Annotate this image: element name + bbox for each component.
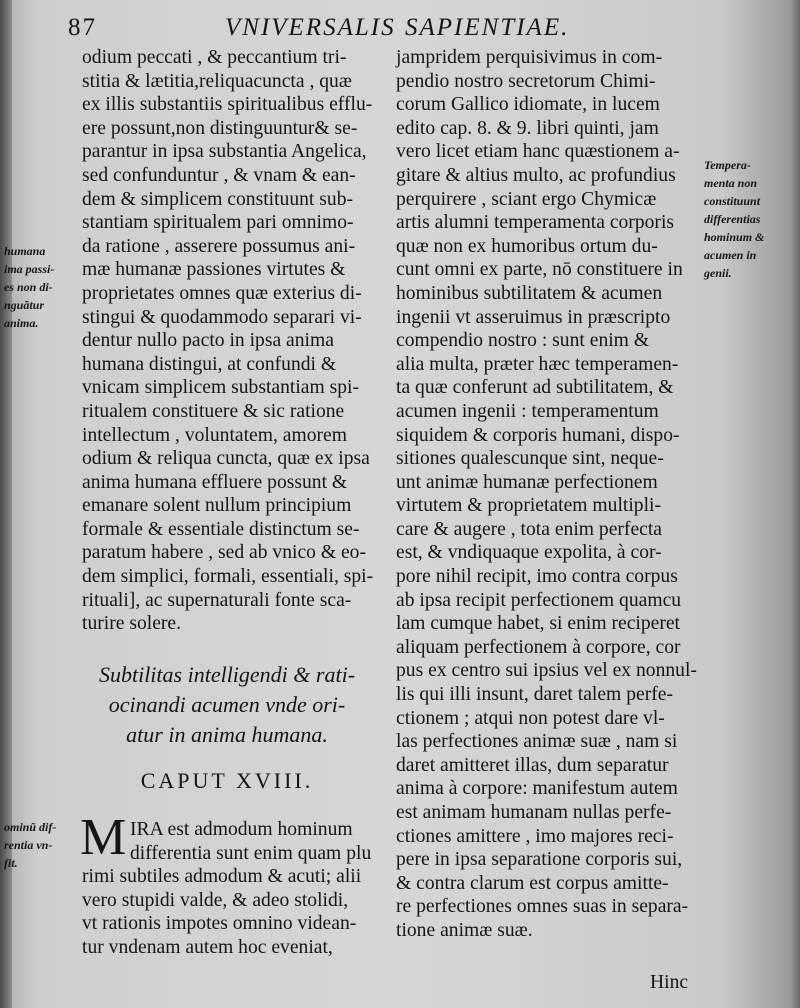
text-line: turire solere. <box>82 613 182 635</box>
text-line: lam cumque habet, si enim reciperet <box>396 613 680 635</box>
text-line: stantiam spiritualem pari omnimo- <box>82 212 354 234</box>
margin-note-line: rentia vn- <box>4 838 53 852</box>
text-line: mæ humanæ passiones virtutes & <box>82 259 346 281</box>
text-line: stingui & quodammodo separari vi- <box>82 306 362 328</box>
text-line: acumen ingenii : temperamentum <box>396 400 659 422</box>
text-line: alia multa, præter hæc temperamen- <box>396 353 679 375</box>
text-line: care & augere , tota enim perfecta <box>396 518 662 540</box>
text-line: dem & simplicem constituunt sub- <box>82 188 354 210</box>
text-line: virtutem & proprietatem multipli- <box>396 495 662 517</box>
margin-note-line: genii. <box>704 266 732 280</box>
text-line: formale & essentiale distinctum se- <box>82 518 360 540</box>
text-line: corum Gallico idiomate, in lucem <box>396 94 660 116</box>
text-line: pere in ipsa separatione corporis sui, <box>396 849 683 871</box>
margin-note-line: differentias <box>704 212 761 226</box>
text-line: vt rationis impotes omnino videan- <box>82 913 357 935</box>
text-line: proprietates omnes quæ exterius di- <box>82 282 362 304</box>
text-line: lis qui illi insunt, daret talem perfe- <box>396 684 673 706</box>
text-line: anima humana effluere possunt & <box>82 471 348 493</box>
text-line: ere possunt,non distinguuntur& se- <box>82 117 358 139</box>
text-line: tione animæ suæ. <box>396 919 533 941</box>
text-line: parantur in ipsa substantia Angelica, <box>82 141 367 163</box>
text-line: dem simplici, formali, essentiali, spi- <box>82 566 374 588</box>
chapter-title <box>72 660 382 750</box>
text-line: perquirere , sciant ergo Chymicæ <box>396 188 657 210</box>
text-line: pus ex centro sui ipsius vel ex nonnul- <box>396 660 697 682</box>
chapter-title-line: Subtilitas intelligendi & rati- <box>98 662 356 687</box>
text-line: & contra clarum est corpus amitte- <box>396 872 669 894</box>
margin-note-line: ominũ dif- <box>4 820 57 834</box>
text-line: aliquam perfectionem à corpore, cor <box>396 636 681 658</box>
text-line: pore nihil recipit, imo contra corpus <box>396 566 678 588</box>
text-line: est, & vndiquaque expolita, à cor- <box>396 542 662 564</box>
text-line: re perfectiones omnes suas in separa- <box>396 896 689 918</box>
chapter-opening-text <box>82 818 371 960</box>
running-title-left: VNIVERSALIS <box>225 14 396 41</box>
text-line: emanare solent nullum principium <box>82 495 352 517</box>
text-line: ab ipsa recipit perfectionem quamcu <box>396 589 682 611</box>
text-line: IRA est admodum hominum <box>130 819 353 840</box>
text-line: odium & reliqua cuncta, quæ ex ipsa <box>82 448 370 470</box>
margin-note-line: menta non <box>704 176 758 190</box>
text-line: edito cap. 8. & 9. libri quinti, jam <box>396 117 659 139</box>
left-text-column <box>82 46 382 636</box>
margin-note-line: anima. <box>4 316 39 330</box>
text-line: unt animæ humanæ perfectionem <box>396 471 658 493</box>
text-line: sitiones qualescunque sint, neque- <box>396 448 664 470</box>
right-text-column <box>396 46 701 943</box>
text-line: ctiones amittere , imo majores reci- <box>396 825 674 847</box>
text-line: artis alumni temperamenta corporis <box>396 212 675 234</box>
text-line: vnicam simplicem substantiam spi- <box>82 377 359 399</box>
text-line: rituali], ac supernaturali fonte sca- <box>82 589 352 611</box>
text-line: dentur nullo pacto in ipsa anima <box>82 330 334 352</box>
text-line: tur vndenam autem hoc eveniat, <box>82 936 333 958</box>
page-number: 87 <box>68 14 97 41</box>
text-line: sed confunduntur , & vnam & ean- <box>82 164 356 186</box>
chapter-title-line: ocinandi acumen vnde ori- <box>108 692 346 717</box>
margin-note-line: constituunt <box>704 194 761 208</box>
text-line: vero stupidi valde, & adeo stolidi, <box>82 889 349 911</box>
margin-note-line: humana <box>4 244 46 258</box>
margin-note-line: fit. <box>4 856 18 870</box>
margin-note-right <box>704 156 764 282</box>
text-line: siquidem & corporis humani, dispo- <box>396 424 680 446</box>
text-line: quæ non ex humoribus ortum du- <box>396 235 658 257</box>
text-line: cunt omni ex parte, nō constituere in <box>396 259 683 281</box>
text-line: las perfectiones animæ suæ , nam si <box>396 731 678 753</box>
text-line: ritualem constituere & sic ratione <box>82 400 345 422</box>
text-line: hominibus subtilitatem & acumen <box>396 282 663 304</box>
text-line: ex illis substantiis spiritualibus efflu- <box>82 94 373 116</box>
text-line: gitare & altius multo, ac profundius <box>396 164 676 186</box>
running-title-right: SAPIENTIAE. <box>405 14 570 41</box>
text-line: ctionem ; atqui non potest dare vl- <box>396 707 665 729</box>
chapter-number: CAPUT XVIII. <box>140 768 314 793</box>
text-line: intellectum , voluntatem, amorem <box>82 424 347 446</box>
text-line: anima à corpore: manifestum autem <box>396 778 678 800</box>
text-line: ta quæ conferunt ad subtilitatem, & <box>396 377 674 399</box>
text-line: odium peccati , & peccantium tri- <box>82 47 347 68</box>
text-line: daret amitteret illas, dum separatur <box>396 754 669 776</box>
margin-note-line: Tempera- <box>704 158 751 172</box>
text-line: rimi subtiles admodum & acuti; alii <box>82 866 362 888</box>
text-line: est animam humanam nullas perfe- <box>396 802 672 823</box>
text-line: da ratione , asserere possumus ani- <box>82 235 356 257</box>
text-line: compendio nostro : sunt enim & <box>396 330 650 352</box>
catchword: Hinc <box>650 972 689 993</box>
text-line: stitia & lætitia,reliquacuncta , quæ <box>82 70 352 92</box>
margin-note-left-top <box>4 242 54 332</box>
margin-note-line: acumen in <box>704 248 757 262</box>
margin-note-line: ima passi- <box>4 262 55 276</box>
drop-capital: M <box>80 809 127 866</box>
text-line: humana distingui, at confundi & <box>82 353 337 375</box>
text-line: pendio nostro secretorum Chimi- <box>396 70 656 92</box>
chapter-title-line: atur in anima humana. <box>126 722 328 747</box>
text-line: paratum habere , sed ab vnico & eo- <box>82 542 366 564</box>
margin-note-line: es non di- <box>4 280 53 294</box>
margin-note-left-bottom <box>4 818 56 872</box>
text-line: jampridem perquisivimus in com- <box>396 47 663 68</box>
running-header <box>60 14 700 46</box>
text-line: vero licet etiam hanc quæstionem a- <box>396 141 680 163</box>
text-line: differentia sunt enim quam plu <box>130 842 372 864</box>
margin-note-line: hominum & <box>704 230 765 244</box>
text-line: ingenii vt asseruimus in præscripto <box>396 306 671 328</box>
margin-note-line: nguãtur <box>4 298 45 312</box>
